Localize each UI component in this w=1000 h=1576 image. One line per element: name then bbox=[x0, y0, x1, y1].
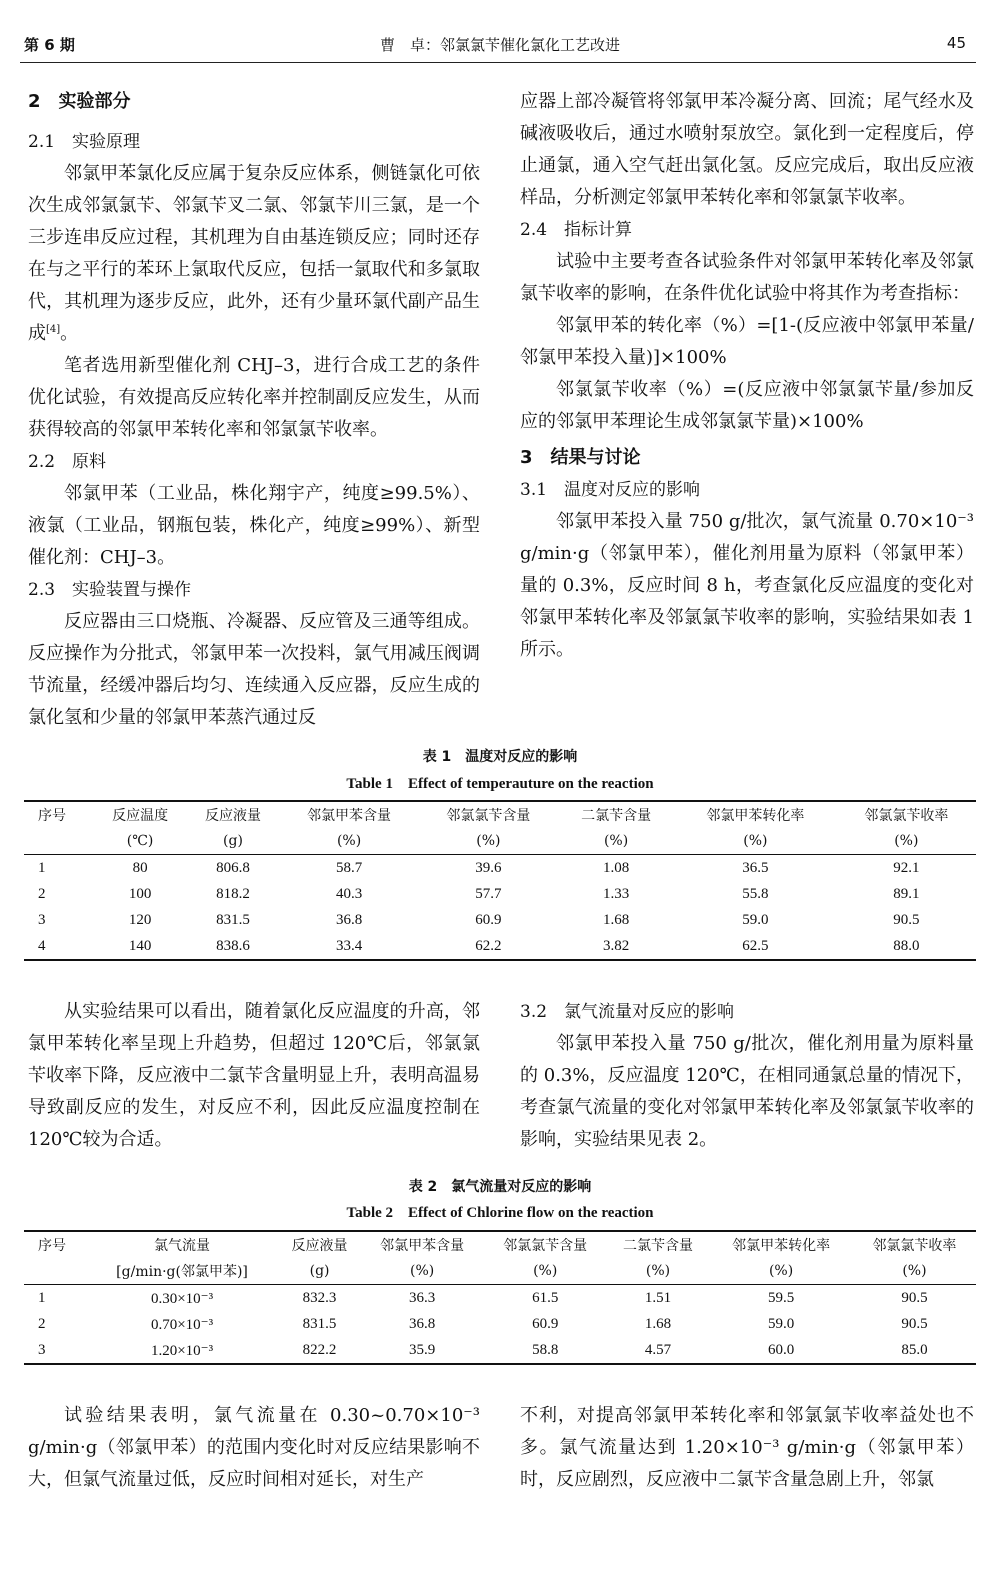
table2-header-unit-4: (%) bbox=[484, 1258, 607, 1285]
header-rule bbox=[20, 62, 976, 63]
table2-header-unit-6: (%) bbox=[709, 1258, 853, 1285]
table-cell: 88.0 bbox=[837, 933, 976, 960]
section-2-1-heading: 2.1 实验原理 bbox=[28, 132, 141, 152]
table-cell: 1 bbox=[38, 1289, 46, 1306]
table2-header-3: 邻氯甲苯含量 bbox=[361, 1231, 484, 1258]
table-cell: 120 bbox=[128, 911, 152, 928]
table1-header-unit-1: (℃) bbox=[94, 828, 187, 855]
table2-header-6: 邻氯甲苯转化率 bbox=[709, 1231, 853, 1258]
table1-header-unit-5: (%) bbox=[558, 828, 674, 855]
section-2-4-heading: 2.4 指标计算 bbox=[520, 220, 633, 240]
table1-body bbox=[24, 855, 976, 961]
table-cell: 36.5 bbox=[742, 859, 769, 876]
table-cell: 100 bbox=[128, 885, 152, 902]
section-3-heading: 3 结果与讨论 bbox=[520, 447, 641, 468]
table-cell: 818.2 bbox=[216, 885, 250, 902]
table-cell: 831.5 bbox=[302, 1315, 337, 1332]
section-2-3-heading: 2.3 实验装置与操作 bbox=[28, 580, 192, 600]
table1-header-row-1 bbox=[24, 801, 976, 828]
section-3-1-heading: 3.1 温度对反应的影响 bbox=[520, 480, 701, 500]
table-row bbox=[24, 1311, 976, 1337]
table1 bbox=[24, 800, 976, 961]
table1-header-1: 反应温度 bbox=[94, 801, 187, 828]
table-cell: 4.57 bbox=[607, 1337, 710, 1364]
table-cell: 60.9 bbox=[475, 911, 502, 928]
table-cell: 90.5 bbox=[893, 911, 920, 928]
table-cell: 1.68 bbox=[602, 911, 630, 928]
table-cell: 36.3 bbox=[408, 1289, 436, 1306]
table1-header-unit-4: (%) bbox=[419, 828, 558, 855]
table-cell: 2 bbox=[38, 885, 46, 902]
table1-header-unit-6: (%) bbox=[674, 828, 837, 855]
table-cell: 3.82 bbox=[558, 933, 674, 960]
table-cell: 1.08 bbox=[602, 859, 630, 876]
table-cell: 4 bbox=[24, 933, 94, 960]
table-row bbox=[24, 1337, 976, 1364]
table2-header-7: 邻氯氯苄收率 bbox=[853, 1231, 976, 1258]
table-cell: 62.5 bbox=[674, 933, 837, 960]
right-column-middle bbox=[520, 996, 974, 1156]
table1-header-0: 序号 bbox=[24, 801, 94, 828]
table-cell: 0.70×10⁻³ bbox=[150, 1316, 214, 1333]
table-cell: 1.68 bbox=[644, 1315, 672, 1332]
table1-header-unit-7: (%) bbox=[837, 828, 976, 855]
paragraph-apparatus: 反应器由三口烧瓶、冷凝器、反应管及三通等组成。反应操作为分批式，邻氯甲苯一次投料，氯气用减压阀调节流量，经缓冲器后均匀、连续通入反应器，反应生成的氯化氢和少量的邻氯甲苯蒸汽通过反 bbox=[28, 611, 480, 728]
table2-header-unit-1: [g/min·g(邻氯甲苯)] bbox=[86, 1258, 279, 1285]
table-cell: 0.30×10⁻³ bbox=[150, 1290, 214, 1307]
table-cell: 838.6 bbox=[187, 933, 280, 960]
table-cell: 60.9 bbox=[532, 1315, 559, 1332]
table1-header-4: 邻氯氯苄含量 bbox=[419, 801, 558, 828]
table-cell: 57.7 bbox=[475, 885, 502, 902]
table-cell: 1 bbox=[38, 859, 46, 876]
table2-caption-en: Table 2 Effect of Chlorine flow on the reaction bbox=[346, 1205, 654, 1221]
table2 bbox=[24, 1230, 976, 1365]
table2-header-5: 二氯苄含量 bbox=[607, 1231, 710, 1258]
table-cell: 39.6 bbox=[475, 859, 502, 876]
table-cell: 55.8 bbox=[742, 885, 769, 902]
table-row bbox=[24, 1285, 976, 1312]
table1-header-unit-0 bbox=[24, 828, 94, 855]
table2-header-row-2 bbox=[24, 1258, 976, 1285]
table-cell: 61.5 bbox=[532, 1289, 559, 1306]
table1-header-row-2 bbox=[24, 828, 976, 855]
paragraph-temperature-result: 从实验结果可以看出，随着氯化反应温度的升高，邻氯甲苯转化率呈现上升趋势，但超过 120℃后，邻氯氯苄收率下降，反应液中二氯苄含量明显上升，表明高温易导致副反应的发生，对反应不利，因此反应温度控制在 120℃较为合适。 bbox=[28, 1001, 480, 1150]
table-cell: 35.9 bbox=[361, 1337, 484, 1364]
formula-conversion: 邻氯甲苯的转化率（%）=[1-(反应液中邻氯甲苯量/邻氯甲苯投入量)]×100% bbox=[520, 315, 974, 368]
paragraph-chlorine-flow: 邻氯甲苯投入量 750 g/批次，催化剂用量为原料量的 0.3%，反应温度 120℃，在相同通氯总量的情况下，考查氯气流量的变化对邻氯甲苯转化率及邻氯氯苄收率的影响，实验结果见表 2。 bbox=[520, 1033, 974, 1150]
table-cell: 1.33 bbox=[602, 885, 630, 902]
table-cell: 59.0 bbox=[742, 911, 769, 928]
table1-caption-en: Table 1 Effect of temperauture on the reaction bbox=[346, 776, 654, 792]
paragraph-principle: 邻氯甲苯氯化反应属于复杂反应体系，侧链氯化可依次生成邻氯氯苄、邻氯苄叉二氯、邻氯苄川三氯，是一个三步连串反应过程，其机理为自由基连锁反应；同时还存在与之平行的苯环上氯取代反应，包括一氯取代和多氯取代，其机理为逐步反应，此外，还有少量环氯代副产品生成[4]。 bbox=[28, 163, 480, 344]
table-row bbox=[24, 933, 976, 960]
table-cell: 3 bbox=[24, 1337, 86, 1364]
paragraph-indicators: 试验中主要考查各试验条件对邻氯甲苯转化率及邻氯氯苄收率的影响，在条件优化试验中将其作为考查指标： bbox=[520, 251, 974, 304]
paragraph-materials: 邻氯甲苯（工业品，株化翔宇产，纯度≥99.5%）、液氯（工业品，钢瓶包装，株化产，纯度≥99%）、新型催化剂：CHJ–3。 bbox=[28, 483, 480, 568]
table-cell: 140 bbox=[94, 933, 187, 960]
table1-header-2: 反应液量 bbox=[187, 801, 280, 828]
page-number: 45 bbox=[946, 34, 966, 52]
table-cell: 92.1 bbox=[893, 859, 920, 876]
table2-header-unit-7: (%) bbox=[853, 1258, 976, 1285]
table-row bbox=[24, 907, 976, 933]
issue-number: 第 6 期 bbox=[24, 36, 75, 54]
table2-header-unit-2: (g) bbox=[279, 1258, 361, 1285]
table-cell: 80 bbox=[132, 859, 148, 876]
table-cell: 806.8 bbox=[216, 859, 250, 876]
table-cell: 1.51 bbox=[644, 1289, 672, 1306]
table2-header-unit-3: (%) bbox=[361, 1258, 484, 1285]
table2-body bbox=[24, 1285, 976, 1365]
table-cell: 33.4 bbox=[279, 933, 418, 960]
table-cell: 1.20×10⁻³ bbox=[86, 1337, 279, 1364]
paragraph-flow-result: 试验结果表明，氯气流量在 0.30~0.70×10⁻³ g/min·g（邻氯甲苯）的范围内变化时对反应结果影响不大，但氯气流量过低，反应时间相对延长，对生产 bbox=[28, 1405, 480, 1490]
right-column-bottom bbox=[520, 1400, 974, 1496]
table-cell: 90.5 bbox=[901, 1289, 928, 1306]
table-cell: 36.8 bbox=[335, 911, 363, 928]
citation-ref: [4] bbox=[46, 324, 61, 335]
table-row bbox=[24, 855, 976, 882]
table2-header-unit-5: (%) bbox=[607, 1258, 710, 1285]
table-cell: 62.2 bbox=[419, 933, 558, 960]
table2-header-unit-0 bbox=[24, 1258, 86, 1285]
table-cell: 3 bbox=[38, 911, 46, 928]
table2-header-row-1 bbox=[24, 1231, 976, 1258]
table1-header-5: 二氯苄含量 bbox=[558, 801, 674, 828]
table1-header-7: 邻氯氯苄收率 bbox=[837, 801, 976, 828]
table1-header-unit-2: (g) bbox=[187, 828, 280, 855]
paragraph-apparatus-cont: 应器上部冷凝管将邻氯甲苯冷凝分离、回流；尾气经水及碱液吸收后，通过水喷射泵放空。氯化到一定程度后，停止通氯，通入空气赶出氯化氢。反应完成后，取出反应液样品，分析测定邻氯甲苯转化率和邻氯氯苄收率。 bbox=[520, 91, 974, 208]
table-cell: 36.8 bbox=[408, 1315, 436, 1332]
table-cell: 89.1 bbox=[893, 885, 920, 902]
left-column-middle bbox=[28, 996, 480, 1156]
paragraph-temperature: 邻氯甲苯投入量 750 g/批次，氯气流量 0.70×10⁻³ g/min·g（邻氯甲苯），催化剂用量为原料（邻氯甲苯）量的 0.3%，反应时间 8 h，考查氯化反应温度的变化对邻氯甲苯转化率及邻氯氯苄收率的影响，实验结果如表 1 所示。 bbox=[520, 511, 974, 660]
running-title: 曹 卓：邻氯氯苄催化氯化工艺改进 bbox=[379, 36, 620, 54]
table1-header-3: 邻氯甲苯含量 bbox=[279, 801, 418, 828]
paragraph-catalyst: 笔者选用新型催化剂 CHJ–3，进行合成工艺的条件优化试验，有效提高反应转化率并控制副反应发生，从而获得较高的邻氯甲苯转化率和邻氯氯苄收率。 bbox=[28, 355, 480, 440]
table-cell: 40.3 bbox=[335, 885, 363, 902]
table-cell: 60.0 bbox=[709, 1337, 853, 1364]
table2-header-1: 氯气流量 bbox=[86, 1231, 279, 1258]
table2-header-4: 邻氯氯苄含量 bbox=[484, 1231, 607, 1258]
table-cell: 58.8 bbox=[484, 1337, 607, 1364]
table1-header-6: 邻氯甲苯转化率 bbox=[674, 801, 837, 828]
table1-caption-cn: 表 1 温度对反应的影响 bbox=[422, 749, 578, 765]
section-2-heading: 2 实验部分 bbox=[28, 91, 131, 112]
table-cell: 59.5 bbox=[767, 1289, 795, 1306]
formula-yield: 邻氯氯苄收率（%）=(反应液中邻氯氯苄量/参加反应的邻氯甲苯理论生成邻氯氯苄量)×100% bbox=[520, 379, 974, 432]
table-cell: 831.5 bbox=[216, 911, 250, 928]
running-header bbox=[0, 0, 1000, 64]
section-3-2-heading: 3.2 氯气流量对反应的影响 bbox=[520, 1002, 735, 1022]
table-cell: 59.0 bbox=[767, 1315, 795, 1332]
table-cell: 2 bbox=[38, 1315, 46, 1332]
left-column-bottom bbox=[28, 1400, 480, 1496]
table2-caption-cn: 表 2 氯气流量对反应的影响 bbox=[408, 1179, 592, 1195]
right-column-top bbox=[520, 86, 974, 666]
table-row bbox=[24, 881, 976, 907]
table-cell: 90.5 bbox=[901, 1315, 928, 1332]
section-2-2-heading: 2.2 原料 bbox=[28, 452, 107, 472]
table-cell: 822.2 bbox=[279, 1337, 361, 1364]
paragraph-flow-result-cont: 不利，对提高邻氯甲苯转化率和邻氯氯苄收率益处也不多。氯气流量达到 1.20×10⁻³ g/min·g（邻氯甲苯）时，反应剧烈，反应液中二氯苄含量急剧上升，邻氯 bbox=[520, 1405, 974, 1490]
table-cell: 832.3 bbox=[302, 1289, 337, 1306]
table-cell: 58.7 bbox=[335, 859, 363, 876]
table1-header-unit-3: (%) bbox=[279, 828, 418, 855]
left-column-top bbox=[28, 86, 480, 734]
table2-header-0: 序号 bbox=[24, 1231, 86, 1258]
table-cell: 85.0 bbox=[853, 1337, 976, 1364]
table2-header-2: 反应液量 bbox=[279, 1231, 361, 1258]
